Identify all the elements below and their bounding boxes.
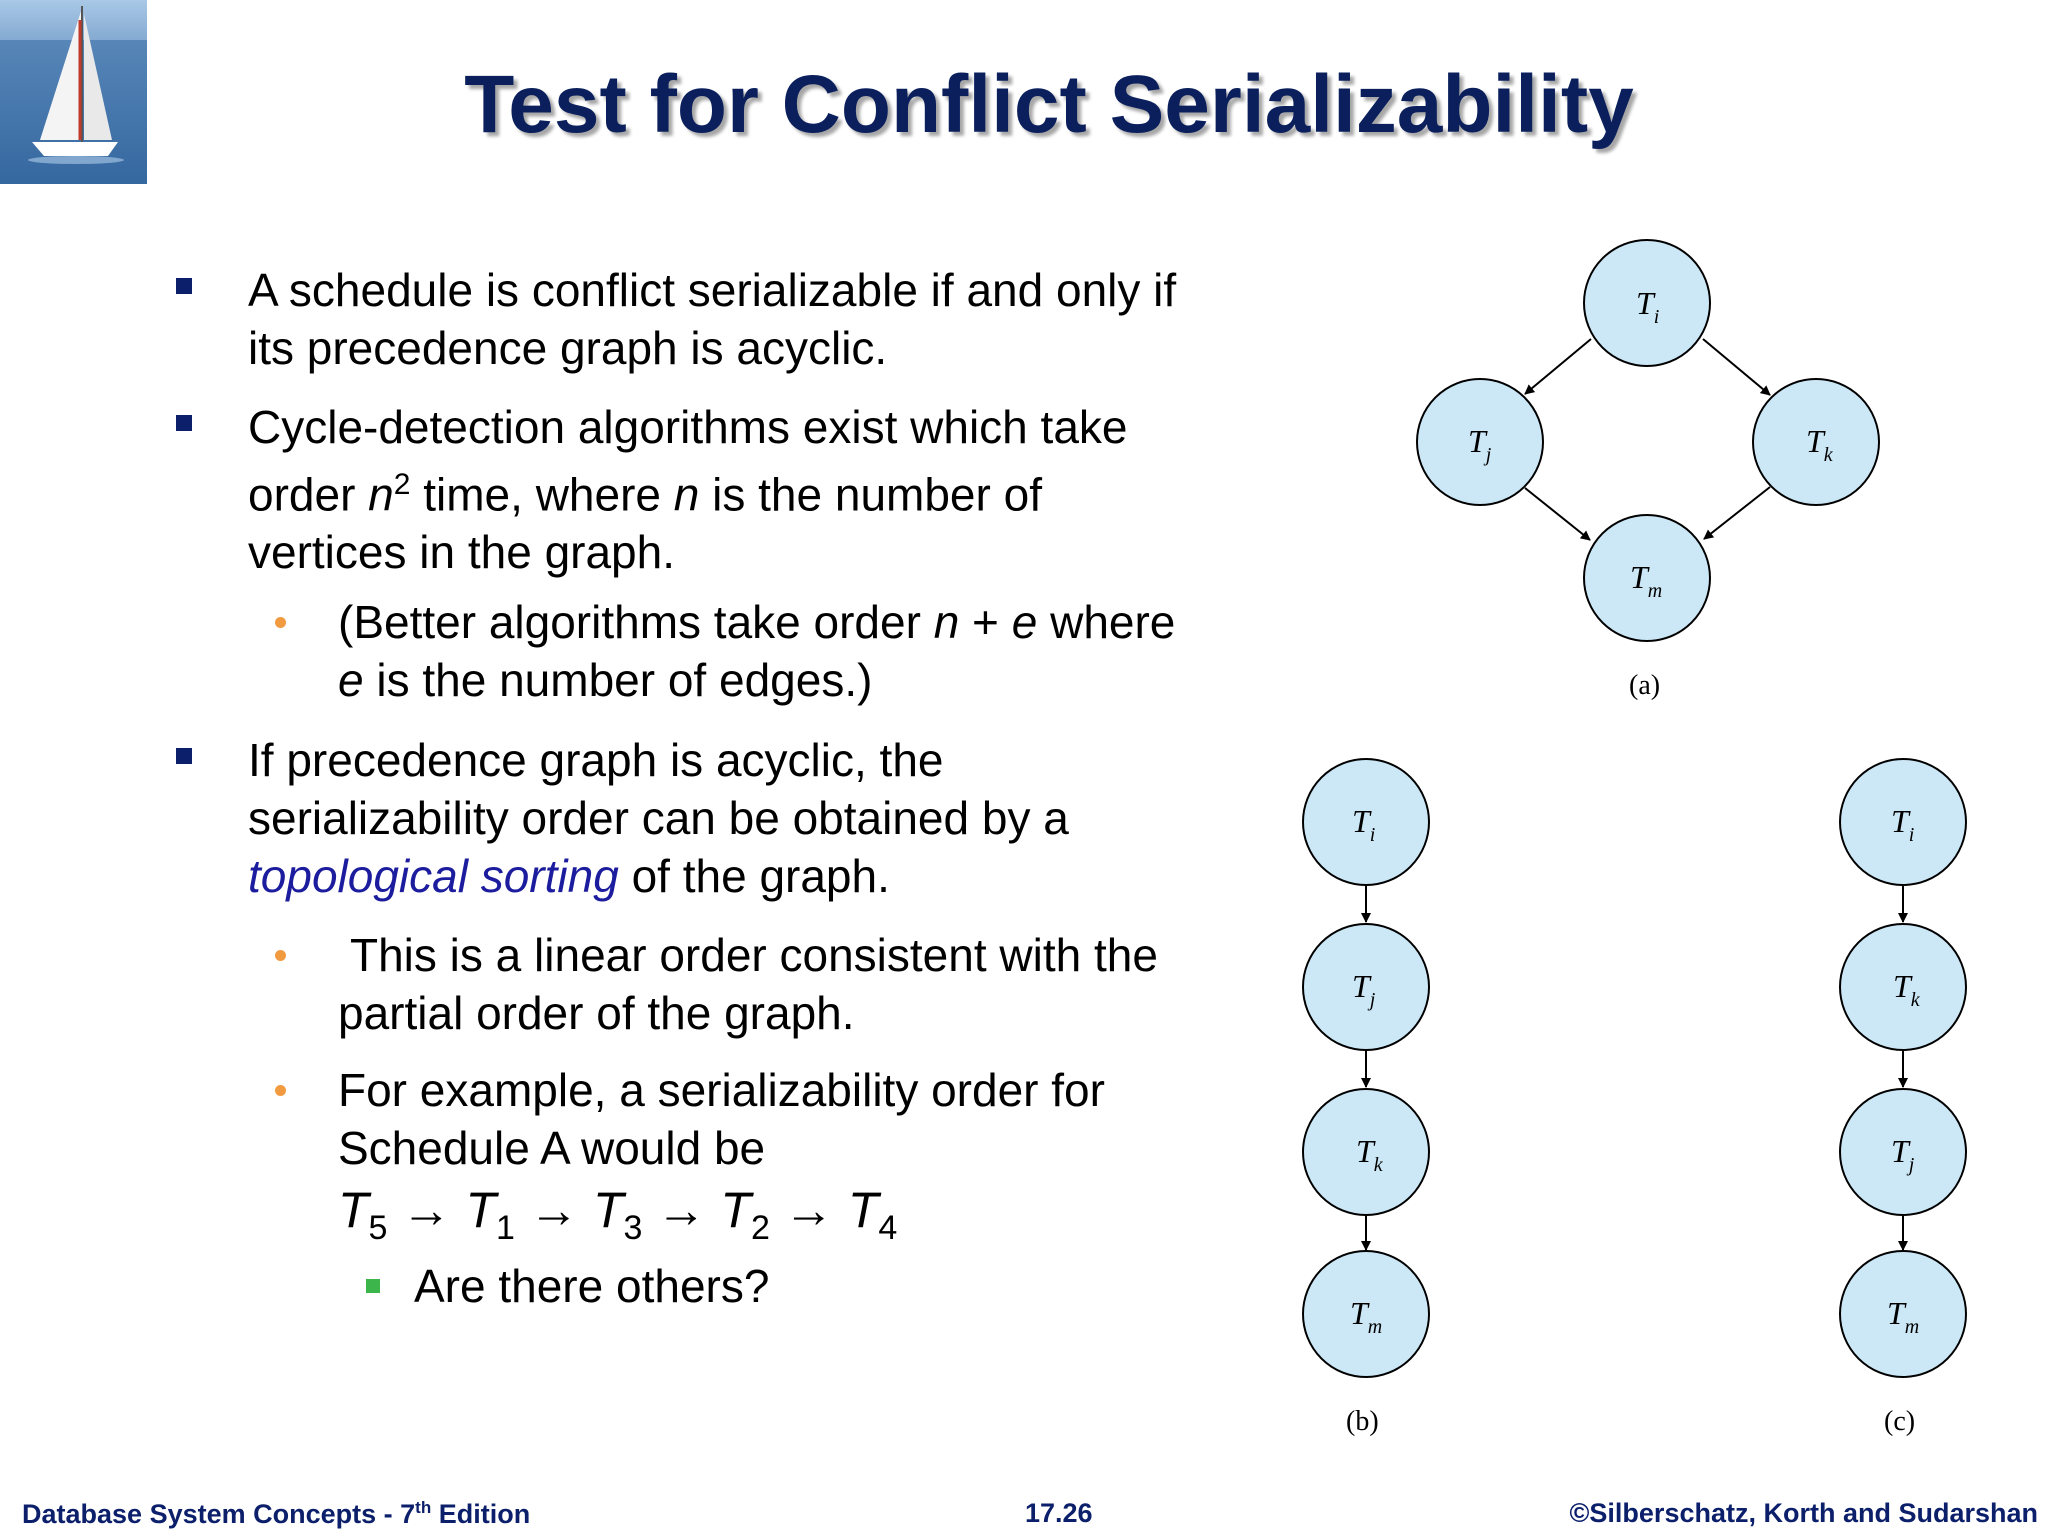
edge-tj-tm [1525, 488, 1590, 540]
slide-title: Test for Conflict Serializability [464, 59, 1634, 150]
node-tk [1753, 379, 1879, 505]
edge-tk-tm [1704, 487, 1770, 539]
svg-text:Tm: $T_m$ [1887, 1295, 1920, 1338]
node-b-tm [1303, 1251, 1429, 1377]
node-c-tk [1840, 924, 1966, 1050]
svg-text:Tj: $T_j$ [1468, 423, 1492, 466]
sub-bullet-text: (Better algorithms take order n + e where e is the number of edges.) [338, 596, 1176, 706]
caption-a: (a) [1629, 670, 1661, 701]
svg-text:Ti: $T_i$ [1636, 285, 1660, 328]
svg-text:Ti: $T_i$ [1352, 803, 1376, 846]
svg-text:Tk: $T_k$ [1806, 423, 1833, 466]
sub-bullet-text: For example, a serializability order for Schedule A would be [338, 1064, 1105, 1174]
node-tm [1584, 515, 1710, 641]
node-c-ti [1840, 759, 1966, 885]
svg-text:Tj: $T_j$ [1352, 968, 1376, 1011]
footer-copyright: ©Silberschatz, Korth and Sudarshan [1569, 1498, 2038, 1528]
svg-text:Tm: $T_m$ [1630, 559, 1663, 602]
svg-text:Tk: $T_k$ [1893, 968, 1920, 1011]
bullet-text: Cycle-detection algorithms exist which take order $n^2$ time, where n is the number of vertices in the graph. [248, 401, 1128, 579]
topological-sorting-link[interactable]: topological sorting [248, 850, 619, 902]
footer-book-title: Database System Concepts - 7th Edition [22, 1498, 531, 1529]
serializability-order-sequence: $T_5 \to T_1 \to T_3 \to T_2 \to T_4$ [338, 1182, 898, 1247]
node-b-tj [1303, 924, 1429, 1050]
node-b-ti [1303, 759, 1429, 885]
svg-text:Tk: $T_k$ [1356, 1133, 1383, 1176]
svg-text:Tj: $T_j$ [1891, 1133, 1915, 1176]
svg-text:Ti: $T_i$ [1891, 803, 1915, 846]
node-c-tm [1840, 1251, 1966, 1377]
svg-text:Tm: $T_m$ [1350, 1295, 1383, 1338]
third-level-bullet-text: Are there others? [414, 1260, 770, 1312]
caption-b: (b) [1346, 1406, 1379, 1437]
bullet-text: If precedence graph is acyclic, the serializability order can be obtained by a topological sorting of the graph. [248, 734, 1069, 902]
bullet-text: A schedule is conflict serializable if and only if its precedence graph is acyclic. [248, 264, 1177, 374]
node-c-tj [1840, 1089, 1966, 1215]
edge-ti-tk [1703, 339, 1770, 395]
node-b-tk [1303, 1089, 1429, 1215]
node-ti [1584, 240, 1710, 366]
footer-slide-number: 17.26 [1025, 1498, 1093, 1528]
caption-c: (c) [1884, 1406, 1916, 1437]
sub-bullet-text: This is a linear order consistent with the partial order of the graph. [338, 929, 1158, 1039]
node-tj [1417, 379, 1543, 505]
edge-ti-tj [1525, 339, 1591, 394]
